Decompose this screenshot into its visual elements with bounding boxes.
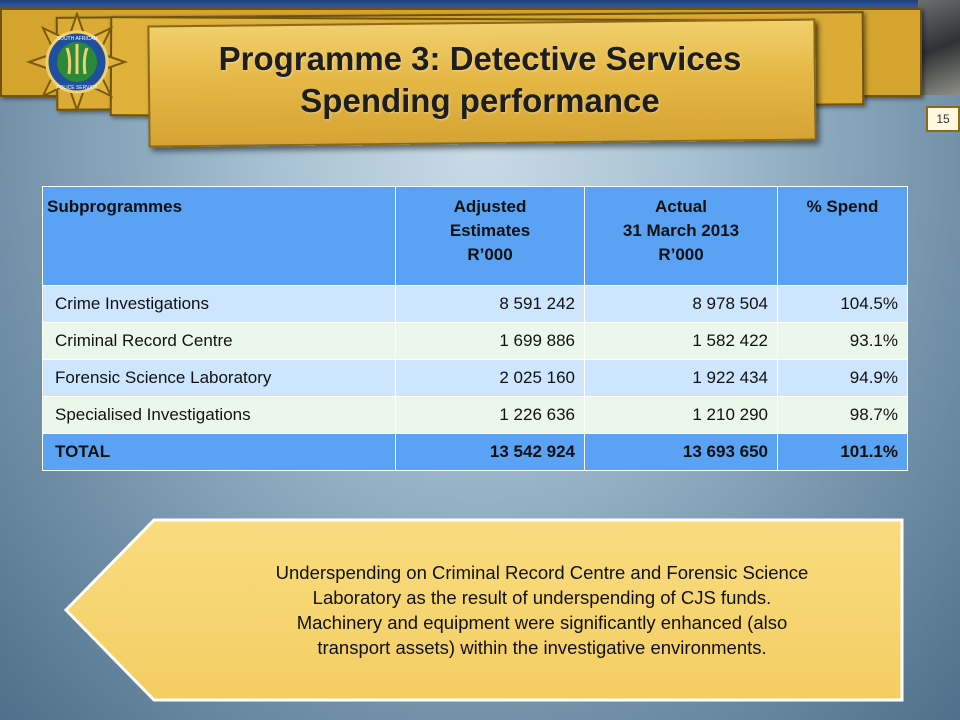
table-row [43, 397, 908, 434]
callout-text: Underspending on Criminal Record Centre and Forensic Science Laboratory as the result of underspending of CJS funds. Machinery and equipment were significantly enhanced (also transport assets) within the investigative environments. [275, 562, 809, 658]
table-row [43, 360, 908, 397]
cell-spend: 94.9% [778, 360, 908, 397]
cell-estimate: 1 226 636 [396, 397, 585, 434]
spending-table [42, 186, 908, 471]
cell-total-estimate: 13 542 924 [396, 434, 585, 471]
title-line-1: Programme 3: Detective Services [218, 40, 742, 77]
cell-total-label: TOTAL [43, 434, 396, 471]
cell-subprogramme: Crime Investigations [43, 286, 396, 323]
table-header-row [43, 187, 908, 286]
table-total-row [43, 434, 908, 471]
table-row [43, 323, 908, 360]
cell-actual: 1 210 290 [585, 397, 778, 434]
header-adjusted-estimates: Adjusted Estimates R’000 [396, 187, 585, 286]
cell-estimate: 1 699 886 [396, 323, 585, 360]
cell-actual: 1 582 422 [585, 323, 778, 360]
slide-number: 15 [926, 106, 960, 132]
cell-spend: 104.5% [778, 286, 908, 323]
header-subprogrammes: Subprogrammes [43, 187, 396, 286]
cell-total-actual: 13 693 650 [585, 434, 778, 471]
cell-estimate: 8 591 242 [396, 286, 585, 323]
cell-estimate: 2 025 160 [396, 360, 585, 397]
cell-actual: 1 922 434 [585, 360, 778, 397]
svg-text:SOUTH AFRICAN: SOUTH AFRICAN [56, 36, 98, 42]
cell-spend: 93.1% [778, 323, 908, 360]
cell-actual: 8 978 504 [585, 286, 778, 323]
svg-text:POLICE SERVICE: POLICE SERVICE [56, 85, 98, 91]
cell-subprogramme: Specialised Investigations [43, 397, 396, 434]
header-actual: Actual 31 March 2013 R’000 [585, 187, 778, 286]
corner-photo [918, 0, 960, 95]
cell-subprogramme: Criminal Record Centre [43, 323, 396, 360]
table-row [43, 286, 908, 323]
cell-total-spend: 101.1% [778, 434, 908, 471]
cell-spend: 98.7% [778, 397, 908, 434]
cell-subprogramme: Forensic Science Laboratory [43, 360, 396, 397]
header-percent-spend: % Spend [778, 187, 908, 286]
saps-star-badge-icon [10, 12, 145, 112]
title-line-2: Spending performance [300, 82, 660, 119]
page-title [148, 38, 812, 122]
